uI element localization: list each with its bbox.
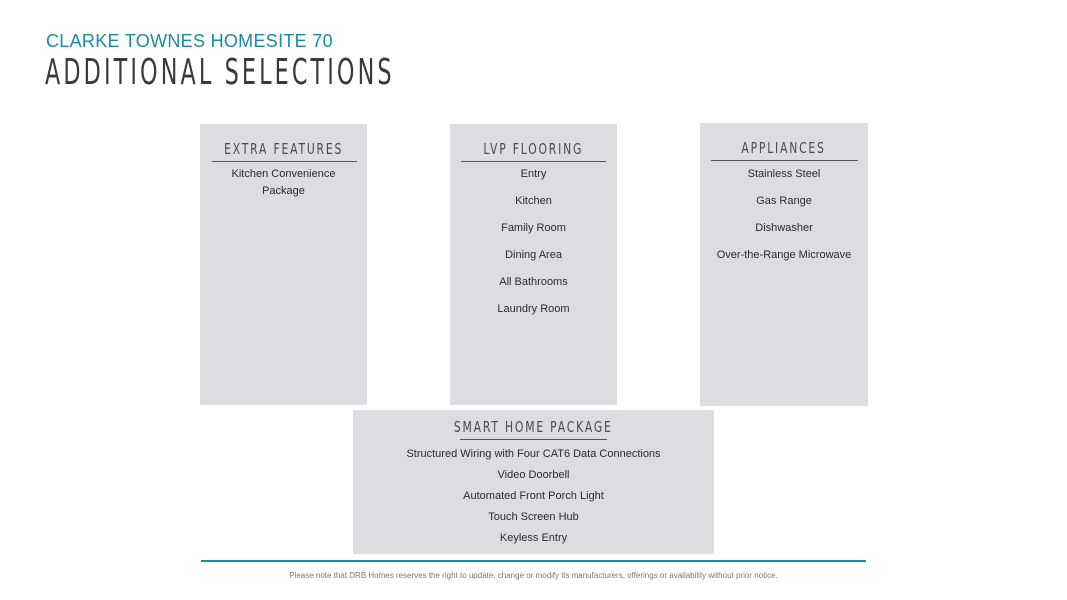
footer-divider <box>201 560 866 562</box>
extra-features-divider <box>212 161 357 162</box>
smart-home-list <box>353 446 714 551</box>
lvp-flooring-heading: LVP FLOORING <box>483 140 584 158</box>
extra-features-list <box>200 166 367 200</box>
appliances-divider <box>711 160 858 161</box>
extra-features-card <box>200 124 367 405</box>
extra-features-heading: EXTRA FEATURES <box>223 140 343 158</box>
disclaimer-note: Please note that DRB Homes reserves the right to update, change or modify its manufacturers, offerings or availability without prior notice. <box>289 571 778 580</box>
homesite-subtitle: CLARKE TOWNES HOMESITE 70 <box>46 31 333 51</box>
smart-home-divider <box>460 439 607 440</box>
list-item: Keyless Entry <box>499 532 568 544</box>
list-item: Family Room <box>501 222 566 234</box>
appliances-heading: APPLIANCES <box>741 139 827 157</box>
lvp-flooring-divider <box>461 161 606 162</box>
smart-home-heading: SMART HOME PACKAGE <box>454 418 613 436</box>
page-title: ADDITIONAL SELECTIONS <box>45 52 395 93</box>
list-item: Dishwasher <box>755 222 813 234</box>
list-item: Automated Front Porch Light <box>463 490 604 502</box>
appliances-list <box>700 166 868 274</box>
list-item: Gas Range <box>756 195 812 207</box>
list-item: All Bathrooms <box>499 276 568 288</box>
list-item: Stainless Steel <box>747 168 821 180</box>
list-item: Kitchen <box>515 195 552 207</box>
list-item: Entry <box>520 168 547 180</box>
lvp-flooring-card <box>450 124 617 405</box>
appliances-card <box>700 123 868 406</box>
list-item: Video Doorbell <box>497 469 570 481</box>
smart-home-package-card <box>353 410 714 554</box>
list-item: Structured Wiring with Four CAT6 Data Connections <box>406 448 661 460</box>
list-item: Over-the-Range Microwave <box>716 249 852 261</box>
list-item: Dining Area <box>505 249 562 261</box>
list-item: Laundry Room <box>497 303 570 315</box>
list-item: Touch Screen Hub <box>488 511 579 523</box>
list-item: Kitchen Convenience Package <box>231 168 336 197</box>
lvp-flooring-list <box>450 166 617 328</box>
